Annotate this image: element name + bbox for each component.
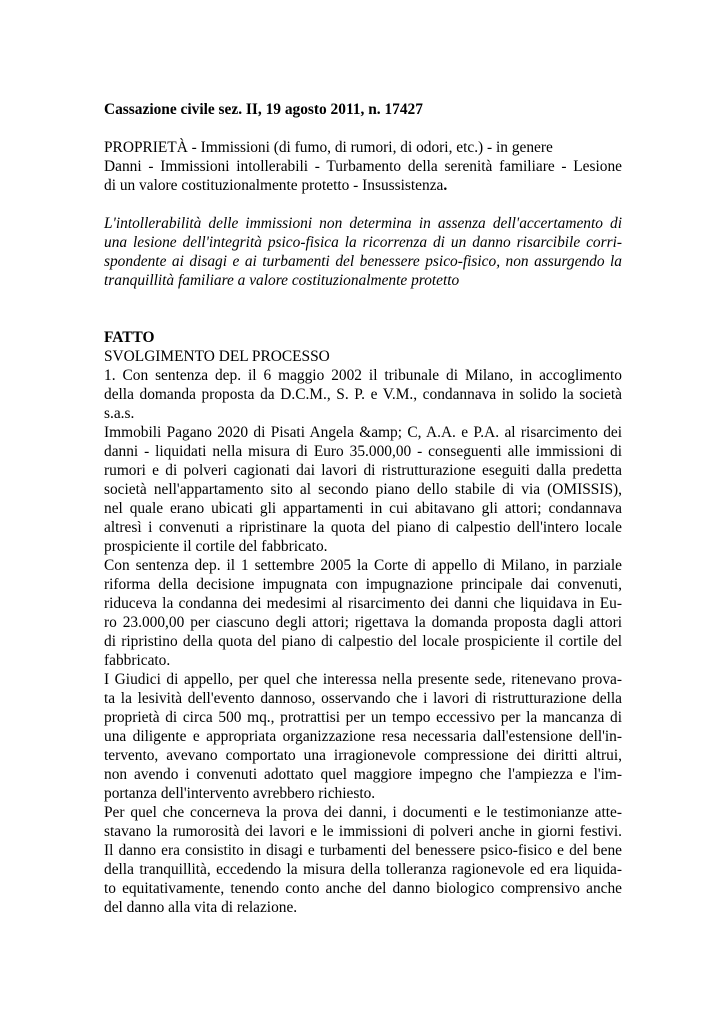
massima-block <box>104 214 622 290</box>
body-line: società nell'appartamento sito al secondo piano dello stabile di via (OMISSIS), <box>104 481 622 498</box>
body-line: tervento, avevano comportato una irragionevole compressione dei diritti altrui, <box>104 747 622 764</box>
body-line: ro 23.000,00 per ciascuno degli attori; rigettava la domanda proposta dagli attori <box>104 614 622 631</box>
body-line: 1. Con sentenza dep. il 6 maggio 2002 il tribunale di Milano, in accoglimento <box>104 367 622 384</box>
subject-line-3-period: . <box>443 177 448 194</box>
body-line: ta la lesività dell'evento dannoso, osservando che i lavori di ristrutturazione della <box>104 690 622 707</box>
body-line: s.a.s. <box>104 405 135 422</box>
body-line: riduceva la condanna dei medesimi al risarcimento dei danni che liquidava in Eu- <box>104 595 622 612</box>
massima-line: una lesione dell'integrità psico-fisica la ricorrenza di un danno risarcibile corri- <box>104 234 622 251</box>
fatto-heading: FATTO <box>104 329 155 346</box>
body-line: del danno alla vita di relazione. <box>104 899 298 916</box>
body-line: proprietà di circa 500 mq., protrattisi per un tempo eccessivo per la mancanza di <box>104 709 622 726</box>
subject-line-2: Danni - Immissioni intollerabili - Turbamento della serenità familiare - Lesione <box>104 158 622 175</box>
body-line: riforma della decisione impugnata con impugnazione principale dai convenuti, <box>104 576 622 593</box>
massima-line: spondente ai disagi e ai turbamenti del benessere psico-fisico, non assurgendo la <box>104 253 622 270</box>
body-line: Per quel che concerneva la prova dei danni, i documenti e le testimonianze atte- <box>104 804 622 821</box>
document-page <box>104 100 622 917</box>
subject-block <box>104 138 622 195</box>
body-line: non avendo i convenuti adottato quel maggiore impegno che l'ampiezza e l'im- <box>104 766 622 783</box>
body-line: della domanda proposta da D.C.M., S. P. e V.M., condannava in solido la società <box>104 386 622 403</box>
body-line: della tranquillità, eccedendo la misura della tolleranza ragionevole ed era liquida- <box>104 861 622 878</box>
body-line: stavano la rumorosità dei lavori e le immissioni di polveri anche in giorni festivi. <box>104 823 622 840</box>
body-line: to equitativamente, tenendo conto anche del danno biologico comprensivo anche <box>104 880 622 897</box>
body-line: fabbricato. <box>104 652 171 669</box>
subject-line-3 <box>104 176 622 195</box>
body-line: I Giudici di appello, per quel che interessa nella presente sede, ritenevano prova- <box>104 671 622 688</box>
decision-title: Cassazione civile sez. II, 19 agosto 2011, n. 17427 <box>104 101 423 118</box>
body-text <box>104 366 622 917</box>
body-line: una diligente e appropriata organizzazione resa necessaria dall'estensione dell'in- <box>104 728 622 745</box>
massima-line: tranquillità familiare a valore costituzionalmente protetto <box>104 272 460 289</box>
body-line: di ripristino della quota del piano di calpestio del locale prospiciente il cortile del <box>104 633 622 650</box>
subject-line-3-text: di un valore costituzionalmente protetto - Insussistenza <box>104 177 444 194</box>
body-line: prospiciente il cortile del fabbricato. <box>104 538 328 555</box>
body-line: Con sentenza dep. il 1 settembre 2005 la Corte di appello di Milano, in parziale <box>104 557 622 574</box>
body-line: Il danno era consistito in disagi e turbamenti del benessere psico-fisico e del bene <box>104 842 622 859</box>
body-line: rumori e di polveri cagionati dai lavori di ristrutturazione eseguiti dalla predetta <box>104 462 622 479</box>
body-line: Immobili Pagano 2020 di Pisati Angela &amp; C, A.A. e P.A. al risarcimento dei <box>104 424 622 441</box>
body-line: portanza dell'intervento avrebbero richiesto. <box>104 785 376 802</box>
body-line: nel quale erano ubicati gli appartamenti in cui abitavano gli attori; condannava <box>104 500 622 517</box>
body-line: danni - liquidati nella misura di Euro 35.000,00 - conseguenti alle immissioni di <box>104 443 622 460</box>
massima-line: L'intollerabilità delle immissioni non determina in assenza dell'accertamento di <box>104 215 622 232</box>
body-line: altresì i convenuti a ripristinare la quota del piano di calpestio dell'intero locale <box>104 519 622 536</box>
subject-line-1: PROPRIETÀ - Immissioni (di fumo, di rumori, di odori, etc.) - in genere <box>104 139 553 156</box>
section-title: SVOLGIMENTO DEL PROCESSO <box>104 348 330 365</box>
